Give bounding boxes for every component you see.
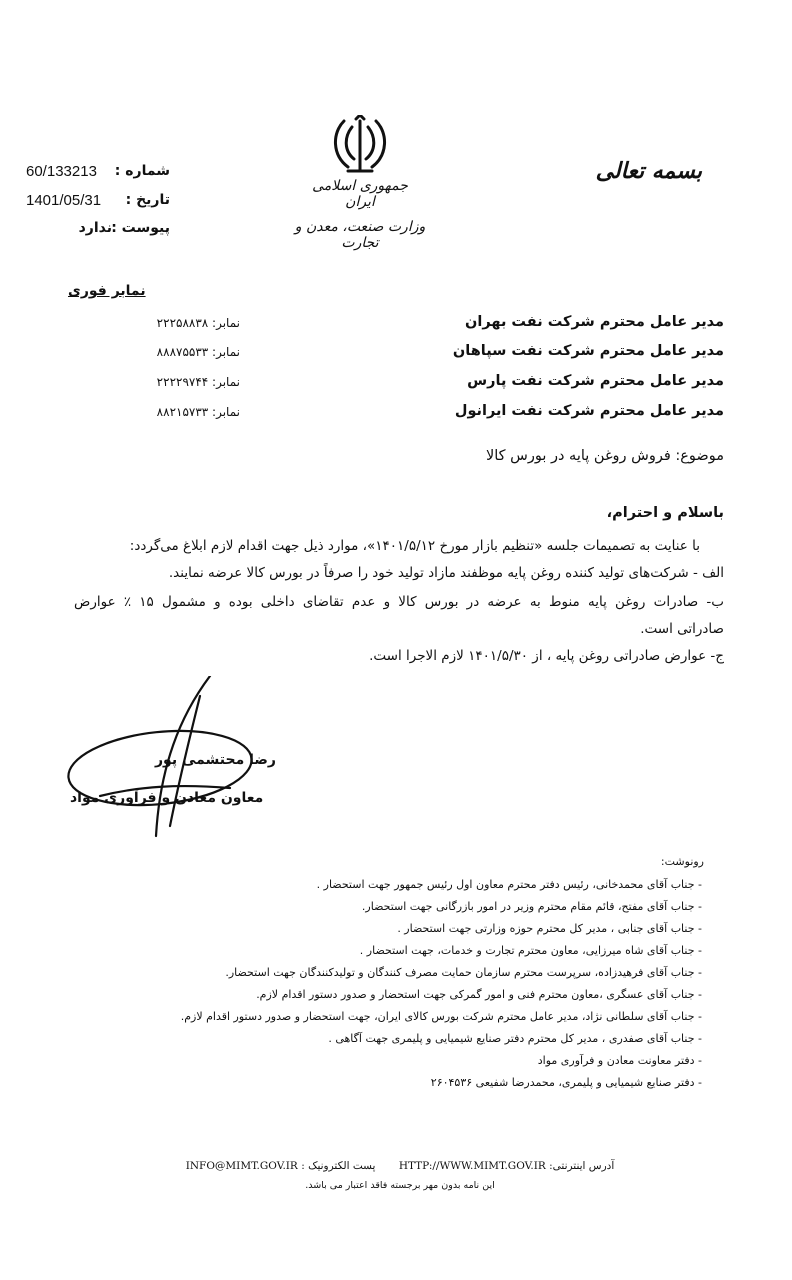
ministry-name: وزارت صنعت، معدن و تجارت — [294, 219, 426, 251]
letter-number-row — [20, 163, 170, 185]
footer-web-link[interactable]: HTTP://WWW.MIMT.GOV.IR — [398, 1160, 546, 1172]
body-item-b-continued: صادراتی است. — [640, 621, 724, 637]
recipient-name: مدیر عامل محترم شرکت نفت پارس — [467, 373, 724, 389]
letter-date-row — [20, 192, 170, 214]
body-item-a: الف - شرکت‌های تولید کننده روغن پایه موظفند مازاد تولید خود را صرفاً در بورس کالا عرضه نمایند. — [168, 565, 724, 581]
recipient-fax: نمابر: ۸۸۲۱۵۷۳۳ — [156, 405, 240, 419]
cc-item: - دفتر صنایع شیمیایی و پلیمری، محمدرضا شفیعی ۲۶۰۴۵۳۶ — [82, 1072, 702, 1094]
body-item-b: ب- صادرات روغن پایه منوط به عرضه در بورس کالا و عدم تقاضای داخلی بوده و مشمول ۱۵ ٪ عوارض — [74, 594, 724, 610]
cc-item: - جناب آقای شاه میرزایی، معاون محترم تجارت و خدمات، جهت استحضار . — [82, 940, 702, 962]
footer-web-label: آدرس اینترنتی: — [549, 1160, 615, 1172]
signatory-name: رضا محتشمی پور — [155, 752, 276, 768]
urgent-fax-label: نمابر فوری — [68, 283, 146, 299]
body-item-c: ج- عوارض صادراتی روغن پایه ، از ۱۴۰۱/۵/۳۰ لازم الاجرا است. — [369, 648, 724, 664]
letter-greeting: باسلام و احترام، — [606, 505, 724, 521]
footer-email-link[interactable]: INFO@MIMT.GOV.IR — [185, 1160, 298, 1172]
cc-list — [82, 874, 702, 1094]
footer-validity-note: این نامه بدون مهر برجسته فاقد اعتبار می باشد. — [305, 1180, 495, 1191]
attachment-value: ندارد — [78, 220, 112, 236]
government-name: جمهوری اسلامی ایران — [312, 178, 408, 210]
letter-date-label: تاریخ : — [125, 192, 170, 208]
recipient-fax: نمابر: ۸۸۸۷۵۵۳۳ — [156, 345, 240, 359]
letter-subject: موضوع: فروش روغن پایه در بورس کالا — [485, 448, 724, 464]
letter-number-value: 60/133213 — [26, 163, 97, 180]
recipient-name: مدیر عامل محترم شرکت نفت بهران — [465, 314, 724, 330]
cc-item: - جناب آقای جنابی ، مدیر کل محترم حوزه وزارتی جهت استحضار . — [82, 918, 702, 940]
cc-heading: رونوشت: — [660, 855, 704, 868]
attachment-label: پیوست : — [111, 220, 170, 236]
cc-item: - جناب آقای صفدری ، مدیر کل محترم دفتر صنایع شیمیایی و پلیمری جهت آگاهی . — [82, 1028, 702, 1050]
attachment-row — [20, 220, 170, 242]
cc-item: - جناب آقای محمدخانی، رئیس دفتر محترم معاون اول رئیس جمهور جهت استحضار . — [82, 874, 702, 896]
letter-number-label: شماره : — [114, 163, 170, 179]
footer-email-label: پست الکترونیک : — [301, 1160, 376, 1172]
cc-item: - جناب آقای فرهیدزاده، سرپرست محترم سازمان حمایت مصرف کنندگان و تولیدکنندگان جهت استحضار. — [82, 962, 702, 984]
cc-item: - جناب آقای مفتح، قائم مقام محترم وزیر در امور بازرگانی جهت استحضار. — [82, 896, 702, 918]
recipient-fax: نمابر: ۲۲۲۲۹۷۴۴ — [156, 375, 240, 389]
recipient-fax: نمابر: ۲۲۲۵۸۸۳۸ — [156, 316, 240, 330]
recipient-name: مدیر عامل محترم شرکت نفت ایرانول — [454, 403, 724, 419]
cc-item: - دفتر معاونت معادن و فرآوری مواد — [82, 1050, 702, 1072]
signatory-title: معاون معادن و فرآوری مواد — [70, 790, 264, 806]
recipient-name: مدیر عامل محترم شرکت نفت سپاهان — [452, 343, 724, 359]
letter-date-value: 1401/05/31 — [26, 192, 102, 209]
bismillah-heading: بسمه تعالی — [595, 158, 702, 184]
iran-emblem-icon — [330, 115, 390, 177]
body-intro: با عنایت به تصمیمات جلسه «تنظیم بازار مورخ ۱۴۰۱/۵/۱۲»، موارد ذیل جهت اقدام لازم ابلاغ می‌گردد: — [129, 538, 700, 554]
footer-contact — [160, 1160, 640, 1172]
cc-item: - جناب آقای عسگری ،معاون محترم فنی و امور گمرکی جهت استحضار و صدور دستور اقدام لازم. — [82, 984, 702, 1006]
cc-item: - جناب آقای سلطانی نژاد، مدیر عامل محترم شرکت بورس کالای ایران، جهت استحضار و صدور دستور اقدام لازم. — [82, 1006, 702, 1028]
